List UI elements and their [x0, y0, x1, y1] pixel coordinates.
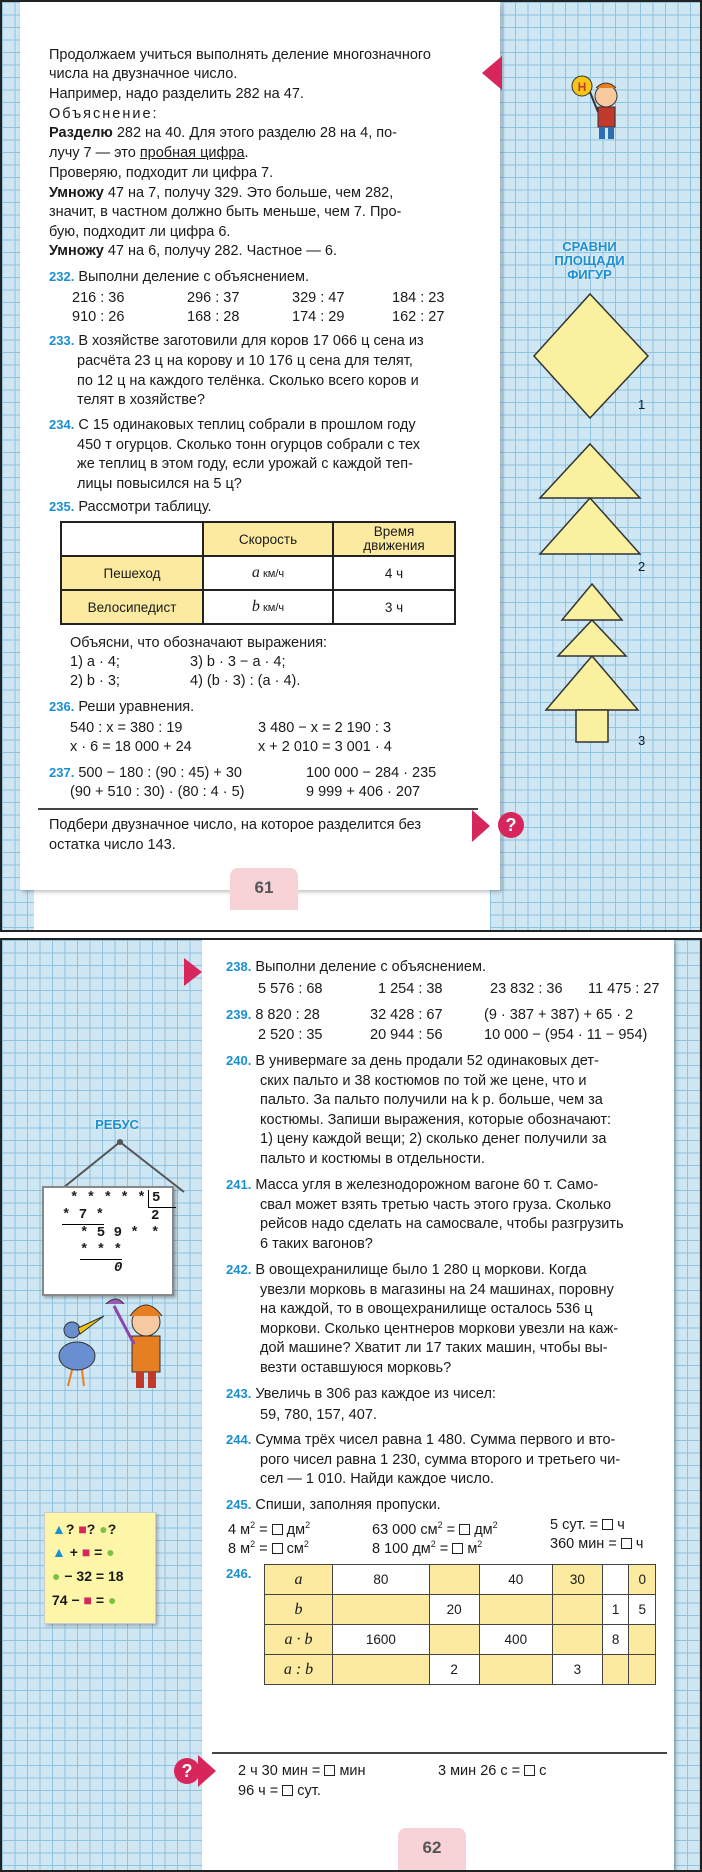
unit-fill: 63 000 $см^2 = дм^2$ [372, 1520, 498, 1538]
table-cell [602, 1565, 629, 1595]
unit-fill: 4 $м^2 = дм^2$ [228, 1520, 311, 1538]
exercise-number: 239. [226, 1007, 252, 1022]
exercise-text: ских пальто и 38 костюмов по той же цене, что и [260, 1073, 587, 1089]
time-cell: 4 ч [333, 556, 455, 590]
table-cell [552, 1595, 602, 1625]
bottom-rule [212, 1752, 667, 1754]
exercise-text: В овощехранилище было 1 280 ц моркови. Когда [255, 1262, 587, 1278]
table-cell [479, 1655, 552, 1685]
expression: (9 · 387 + 387) + 65 · 2 [484, 1007, 634, 1023]
blank-box[interactable] [524, 1765, 535, 1776]
equation: 540 : x = 380 : 19 [70, 720, 183, 736]
division-item: 11 475 : 27 [588, 981, 660, 997]
page-62: 238. Выполни деление с объяснением. 5 576 : 68 1 254 : 38 23 832 : 36 11 475 : 27 239. 8 820 : 28 32 428 : 67 (9 · 387 + 387) + 65 · 2 2 520 : 35 20 944 : 56 10 000 − (954 · 11 − 954) 240. В универмаге за день продали 52 одинаковых дет- ских пальто и 38 костюмов по той же цене, что и пальто. За пальто получили на k р. больше, чем за костюмы. Запиши выражения, которые обозначают: 1) цену каждой вещи; 2) сколько денег получили за пальто и костюмы в отдельности. 241. Масса угля в железнодорожном вагоне 60 т. Само- свал может взять третью часть этого груза. Сколько рейсов надо сделать на самосвале, чтобы разгрузить 6 таких вагонов? 242. В овощехранилище было 1 280 ц моркови. Когда увезли морковь в магазины на 24 машинах, поровну на каждой, то в овощехранилище осталось 536 ц моркови. Сколько центнеров моркови увезли на каж- дой машине? Хватит ли 17 таких машин, чтобы вы- везти оставшуюся морковь? 243. Увеличь в 306 раз каждое из чисел: 59, 780, 157, 407. 244. Сумма трёх чисел равна 1 480. Сумма первого и вто- рого чисел равна 1 230, сумма второго и третьего чи- сел — 1 010. Найди каждое число. 245. Спиши, заполняя пропуски. 4 $м^2 = дм^2$ 63 000 $см^2 = дм^2$ 5 сут. = ч 8 $м^2 = см^2$ 8 100 $дм^2 = м^2$ 360 мин = ч 246. a 80 40 30 0 b 20 1 5 a · b 1600 400 8 a : b 2 3 ? 2 ч 30 мин = мин 3 мин 26 с = с 96 ч = сут. РЕБУС * * * * * 5 2 * * 7 * * 5 9 * * * * 0 ▲? ■? ●? ▲ + ■ = ● ● − 32 = 18 74 − ■ = ● 62 [2, 940, 700, 1870]
blank-box[interactable] [621, 1538, 632, 1549]
division-item: 174 : 29 [292, 309, 345, 325]
division-item: 8 820 : 28 [255, 1007, 320, 1023]
pointer-triangle [184, 958, 202, 986]
speed-table [60, 521, 456, 625]
table-cell: 8 [602, 1625, 629, 1655]
expression: 3) b · 3 − a · 4; [190, 654, 286, 670]
exercise-text: 1) цену каждой вещи; 2) сколько денег получили за [260, 1131, 607, 1147]
division-item: 5 576 : 68 [258, 981, 323, 997]
figure-1-diamond [532, 292, 652, 422]
exercise-text: В универмаге за день продали 52 одинаковых дет- [255, 1053, 599, 1069]
table-cell [629, 1625, 656, 1655]
figure-label: 2 [638, 559, 646, 574]
explain-text: . [244, 145, 249, 161]
exercise-text: пальто. За пальто получили на k р. больше, чем за [260, 1092, 603, 1108]
exercise-number: 246. [226, 1566, 252, 1581]
table-cell: 5 [629, 1595, 656, 1625]
table-row [265, 1625, 656, 1655]
division-item: 168 : 28 [187, 309, 240, 325]
blank-box[interactable] [324, 1765, 335, 1776]
time-cell: 3 ч [333, 590, 455, 624]
table-cell [333, 1655, 430, 1685]
exercise-text: дой машине? Хватит ли 17 таких машин, чтобы вы- [260, 1340, 608, 1356]
expression: 2) b · 3; [70, 673, 120, 689]
exercise-text: Спиши, заполняя пропуски. [255, 1497, 441, 1513]
blank-box[interactable] [452, 1543, 463, 1554]
time-fill: 2 ч 30 мин = мин [238, 1763, 366, 1779]
exercise-text: костюмы. Запиши выражения, которые обозначают: [260, 1112, 612, 1128]
time-fill: 3 мин 26 с = с [438, 1763, 547, 1779]
page-number: 61 [230, 868, 298, 910]
exercise-text: Сумма трёх чисел равна 1 480. Сумма первого и вто- [255, 1432, 616, 1448]
table-cell [602, 1655, 629, 1685]
division-item: 216 : 36 [72, 290, 125, 306]
division-item: 329 : 47 [292, 290, 345, 306]
rebus-title: РЕБУС [95, 1117, 139, 1132]
table-cell: 2 [429, 1655, 479, 1685]
exercise-text: же теплиц в этом году, если урожай с каждой теп- [77, 456, 413, 472]
table-cell [333, 1595, 430, 1625]
expression: 100 000 − 284 · 235 [306, 765, 437, 781]
table-cell: 20 [429, 1595, 479, 1625]
table-row [265, 1655, 656, 1685]
number-list: 59, 780, 157, 407. [260, 1407, 377, 1423]
exercise-number: 235. [49, 499, 75, 514]
unit-fill: 360 мин = ч [550, 1536, 644, 1552]
division-item: 20 944 : 56 [370, 1027, 443, 1043]
unit-fill: 5 сут. = ч [550, 1517, 625, 1533]
exercise-text: Масса угля в железнодорожном вагоне 60 т. Само- [255, 1177, 599, 1193]
blank-box[interactable] [602, 1519, 613, 1530]
exercise-number: 236. [49, 699, 75, 714]
bold-verb: Умножу [49, 243, 104, 259]
row-label-cyclist: Велосипедист [61, 590, 203, 624]
exercise-text: на каждой, то в овощехранилище осталось 536 ц [260, 1301, 593, 1317]
puzzle-line: ▲? ■? ●? [52, 1521, 117, 1537]
blank-box[interactable] [272, 1543, 283, 1554]
figure-3-tree [542, 582, 642, 752]
row-label-pedestrian: Пешеход [61, 556, 203, 590]
explain-text: значит, в частном должно быть меньше, чем 7. Про- [49, 204, 402, 220]
explain-text: Проверяю, подходит ли цифра 7. [49, 165, 274, 181]
left-grid-margin [2, 940, 222, 1870]
exercise-number: 241. [226, 1177, 252, 1192]
exercise-number: 234. [49, 417, 75, 432]
exercise-number: 243. [226, 1386, 252, 1401]
exercise-text: Реши уравнения. [78, 699, 195, 715]
division-item: 184 : 23 [392, 290, 445, 306]
exercise-text: рого чисел равна 1 230, сумма второго и третьего чи- [260, 1452, 621, 1468]
expression: 500 − 180 : (90 : 45) + 30 [78, 765, 242, 781]
table-cell [629, 1655, 656, 1685]
division-item: 2 520 : 35 [258, 1027, 323, 1043]
time-fill: 96 ч = сут. [238, 1783, 321, 1799]
exercise-text: рейсов надо сделать на самосвале, чтобы разгрузить [260, 1216, 624, 1232]
compare-areas-caption: СРАВНИ ПЛОЩАДИ ФИГУР [554, 239, 625, 282]
trial-digit-term: пробная цифра [139, 145, 245, 161]
question-icon: ? [498, 812, 524, 838]
speed-header: Скорость [203, 522, 333, 556]
exercise-number: 237. [49, 765, 75, 780]
badge-letter: Н [577, 80, 587, 94]
explain-text: 282 на 40. Для этого разделю 28 на 4, по- [112, 125, 398, 141]
page-divider [0, 930, 702, 940]
boy-illustration [568, 74, 628, 144]
explain-title: Объяснение: [49, 106, 159, 122]
exercise-text: Рассмотри таблицу. [78, 499, 212, 515]
blank-box[interactable] [459, 1524, 470, 1535]
unit-fill: 8 100 $дм^2 = м^2$ [372, 1539, 483, 1557]
table-cell: 1600 [333, 1625, 430, 1655]
pointer-triangle [472, 810, 490, 842]
pointer-triangle [198, 1755, 216, 1787]
row-label: a · b [265, 1625, 333, 1655]
page-61 [2, 2, 700, 930]
explain-text: лучу 7 — это [49, 145, 140, 161]
intro-line: числа на двузначное число. [49, 66, 238, 82]
table-cell [429, 1625, 479, 1655]
exercise-text: 450 т огурцов. Сколько тонн огурцов собрали с тех [77, 437, 420, 453]
expression: (90 + 510 : 30) · (80 : 4 · 5) [70, 784, 245, 800]
exercise-number: 233. [49, 333, 75, 348]
exercise-text: телят в хозяйстве? [77, 392, 205, 408]
figure-label: 3 [638, 733, 646, 748]
explain-text: 47 на 6, получу 282. Частное — 6. [103, 243, 338, 259]
row-label: b [265, 1595, 333, 1625]
exercise-number: 232. [49, 269, 75, 284]
exercise-text: свал может взять третью часть этого груза. Сколько [260, 1197, 612, 1213]
exercise-text: Увеличь в 306 раз каждое из чисел: [255, 1386, 496, 1402]
figure-2-triangles [536, 442, 646, 572]
speed-cell: a км/ч [203, 556, 333, 590]
table-corner [61, 522, 203, 556]
division-item: 162 : 27 [392, 309, 445, 325]
exercise-text: сел — 1 010. Найди каждое число. [260, 1471, 495, 1487]
intro-line: Продолжаем учиться выполнять деление многозначного [49, 47, 431, 63]
exercise-text: по 12 ц на каждого телёнка. Сколько всего коров и [77, 373, 419, 389]
blank-box[interactable] [272, 1524, 283, 1535]
intro-line: Например, надо разделить 282 на 47. [49, 86, 304, 102]
division-item: 296 : 37 [187, 290, 240, 306]
exercise-text: моркови. Сколько центнеров моркови увезли на каж- [260, 1321, 619, 1337]
ab-table [264, 1564, 656, 1685]
exercise-text: Выполни деление с объяснением. [78, 269, 309, 285]
exercise-text: везти оставшуюся морковь? [260, 1360, 452, 1376]
figure-label: 1 [638, 397, 646, 412]
division-item: 1 254 : 38 [378, 981, 443, 997]
table-cell [552, 1625, 602, 1655]
exercise-number: 245. [226, 1497, 252, 1512]
expression: 10 000 − (954 · 11 − 954) [484, 1027, 648, 1043]
exercise-text: 6 таких вагонов? [260, 1236, 373, 1252]
expression: 1) a · 4; [70, 654, 120, 670]
puzzle-line: ▲ + ■ = ● [52, 1544, 115, 1560]
expression: 9 999 + 406 · 207 [306, 784, 421, 800]
exercise-text: В хозяйстве заготовили для коров 17 066 ц сена из [78, 333, 424, 349]
equation: x + 2 010 = 3 001 · 4 [258, 739, 392, 755]
unit-fill: 8 $м^2 = см^2$ [228, 1539, 309, 1557]
table-cell: 30 [552, 1565, 602, 1595]
bird-and-kid-illustration [42, 1286, 182, 1396]
exercise-text: увезли морковь в магазины на 24 машинах, поровну [260, 1282, 614, 1298]
exercise-number: 242. [226, 1262, 252, 1277]
exercise-text: Выполни деление с объяснением. [255, 959, 486, 975]
exercise-text: расчёта 23 ц на корову и 10 176 ц сена для телят, [77, 353, 413, 369]
exercise-text: пальто и костюмы в отдельности. [260, 1151, 485, 1167]
exercise-text: Объясни, что обозначают выражения: [70, 635, 328, 651]
table-cell: 3 [552, 1655, 602, 1685]
time-header: Время движения [333, 522, 455, 556]
pointer-triangle [482, 56, 502, 90]
division-item: 23 832 : 36 [490, 981, 563, 997]
explain-text: 47 на 7, получу 329. Это больше, чем 282, [103, 185, 394, 201]
exercise-text: лицы повысился на 5 ц? [77, 476, 242, 492]
puzzle-line: 74 − ■ = ● [52, 1592, 117, 1608]
table-cell [429, 1565, 479, 1595]
puzzle-line: ● − 32 = 18 [52, 1568, 124, 1584]
bottom-question: Подбери двузначное число, на которое разделится без [49, 817, 422, 833]
bold-verb: Разделю [49, 125, 113, 141]
table-cell: 0 [629, 1565, 656, 1595]
speed-cell: b км/ч [203, 590, 333, 624]
equation: 3 480 − x = 2 190 : 3 [258, 720, 392, 736]
bottom-question: остатка число 143. [49, 837, 176, 853]
table-cell [479, 1595, 552, 1625]
table-cell: 40 [479, 1565, 552, 1595]
question-icon: ? [174, 1758, 200, 1784]
table-cell: 400 [479, 1625, 552, 1655]
table-row [265, 1595, 656, 1625]
expression: 4) (b · 3) : (a · 4). [190, 673, 301, 689]
exercise-number: 238. [226, 959, 252, 974]
explain-text: бую, подходит ли цифра 6. [49, 224, 231, 240]
division-item: 32 428 : 67 [370, 1007, 443, 1023]
equation: x · 6 = 18 000 + 24 [70, 739, 192, 755]
row-label: a : b [265, 1655, 333, 1685]
exercise-number: 244. [226, 1432, 252, 1447]
blank-box[interactable] [282, 1785, 293, 1796]
division-item: 910 : 26 [72, 309, 125, 325]
page-number: 62 [398, 1828, 466, 1870]
bottom-rule [38, 808, 478, 810]
table-cell: 1 [602, 1595, 629, 1625]
bold-verb: Умножу [49, 185, 104, 201]
exercise-text: С 15 одинаковых теплиц собрали в прошлом году [78, 417, 416, 433]
table-row [265, 1565, 656, 1595]
table-cell: 80 [333, 1565, 430, 1595]
exercise-number: 240. [226, 1053, 252, 1068]
row-label: a [265, 1565, 333, 1595]
